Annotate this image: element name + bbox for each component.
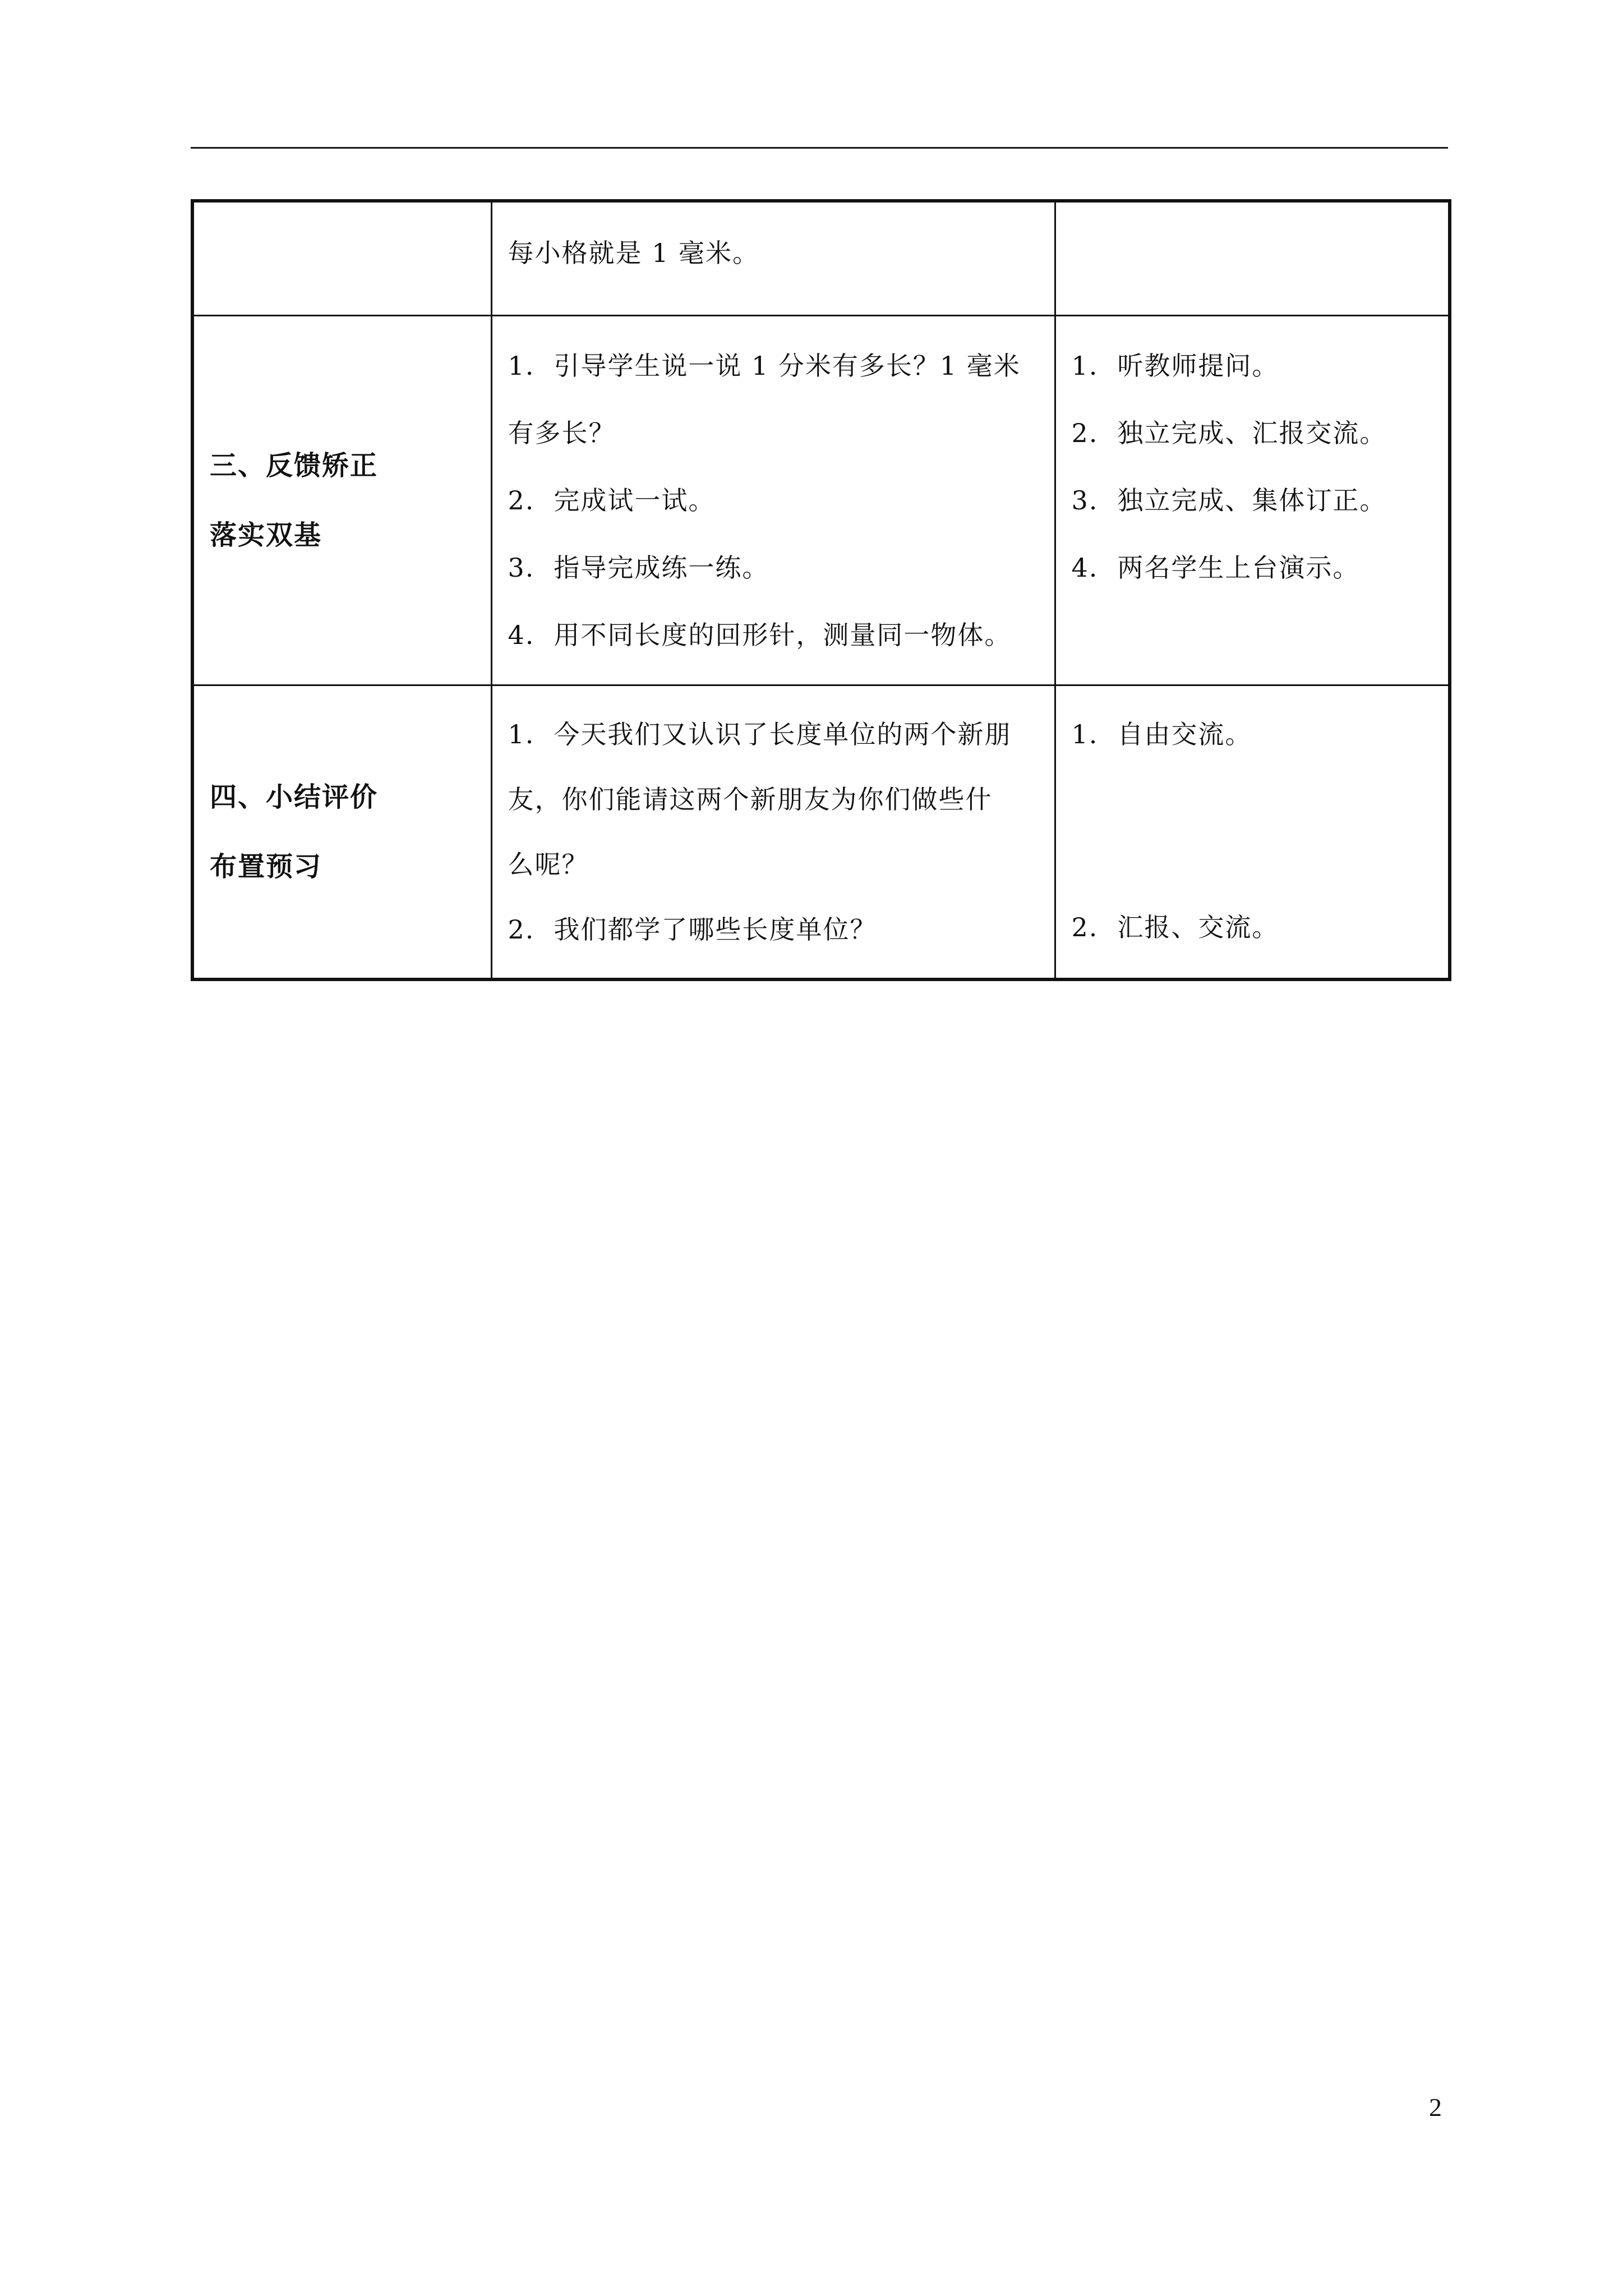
student-line: 2. 独立完成、汇报交流。 (1071, 418, 1387, 448)
teacher-activity-cell (491, 316, 1055, 685)
table-row (192, 201, 1450, 316)
page-number: 2 (1429, 2093, 1442, 2122)
teacher-line: 每小格就是 1 毫米。 (508, 238, 760, 268)
stage-title: 三、反馈矫正 (210, 450, 379, 481)
student-line: 3. 独立完成、集体订正。 (1071, 485, 1387, 516)
teacher-activity-cell (491, 201, 1055, 316)
teacher-activity-cell (491, 685, 1055, 980)
teacher-line: 2. 我们都学了哪些长度单位？ (508, 914, 877, 945)
teacher-line: 2. 完成试一试。 (508, 485, 716, 516)
header-rule (191, 147, 1448, 149)
teacher-line: 友，你们能请这两个新朋友为你们做些什 (508, 784, 993, 815)
student-activity-cell (1055, 201, 1450, 316)
teacher-line: 1. 今天我们又认识了长度单位的两个新朋 (508, 719, 1012, 749)
teacher-line: 1. 引导学生说一说 1 分米有多长？1 毫米 (508, 351, 1021, 381)
stage-subtitle: 布置预习 (210, 851, 322, 882)
student-activity-cell (1055, 685, 1450, 980)
student-activity-cell (1055, 316, 1450, 685)
teacher-line: 4. 用不同长度的回形针，测量同一物体。 (508, 620, 1012, 650)
student-line: 2. 汇报、交流。 (1071, 912, 1279, 942)
stage-cell (192, 685, 491, 980)
student-line: 1. 自由交流。 (1071, 719, 1252, 749)
table-row (192, 685, 1450, 980)
stage-title: 四、小结评价 (210, 781, 379, 813)
student-line: 4. 两名学生上台演示。 (1071, 553, 1360, 583)
stage-cell (192, 201, 491, 316)
lesson-plan-table (191, 199, 1451, 981)
stage-cell (192, 316, 491, 685)
teacher-line: 么呢？ (508, 849, 589, 880)
teacher-line: 有多长？ (508, 418, 616, 448)
stage-subtitle: 落实双基 (210, 519, 322, 551)
table-row (192, 316, 1450, 685)
teacher-line: 3. 指导完成练一练。 (508, 553, 769, 583)
student-line: 1. 听教师提问。 (1071, 351, 1279, 381)
